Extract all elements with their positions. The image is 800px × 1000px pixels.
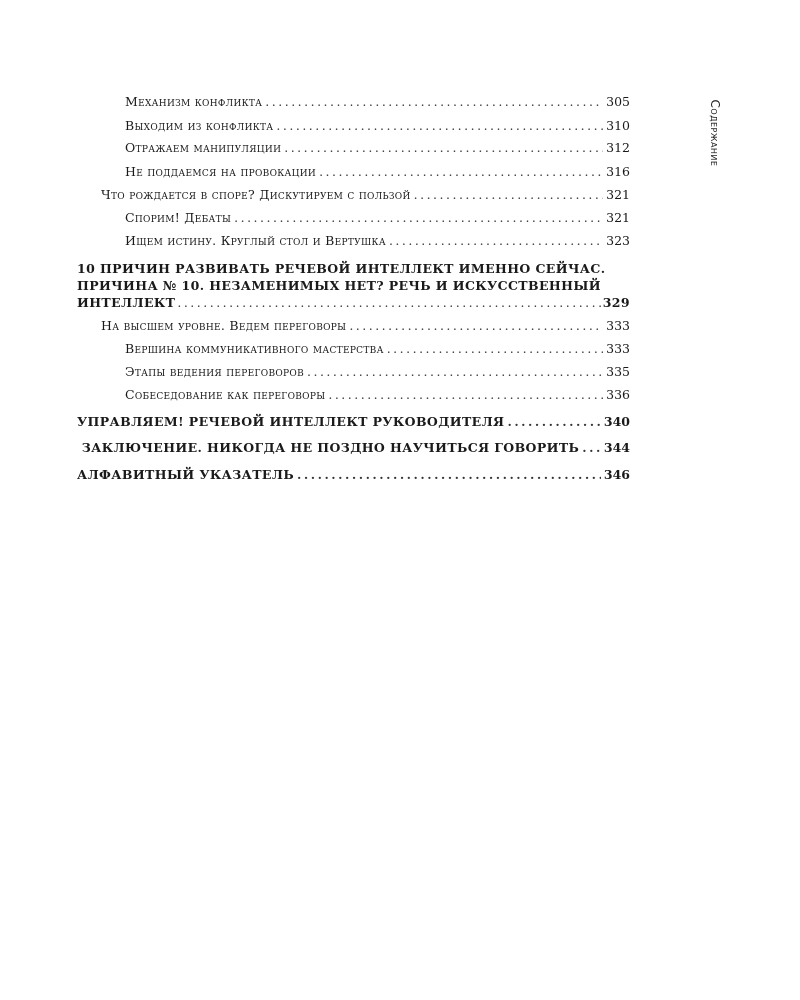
toc-leader-dots (177, 294, 600, 311)
toc-leader-dots (328, 387, 603, 403)
toc-entry-page: 323 (606, 233, 630, 248)
toc-entry-page: 333 (606, 318, 630, 333)
toc-entry-title: ЗАКЛЮЧЕНИЕ. НИКОГДА НЕ ПОЗДНО НАУЧИТЬСЯ ГОВОРИТЬ (77, 440, 580, 455)
toc-entry-page: 305 (606, 94, 630, 109)
running-header-text: Содержание (708, 99, 722, 167)
toc-chapter-title-line: ИНТЕЛЛЕКТ (77, 295, 176, 310)
toc-entry-title: Не поддаемся на провокации (125, 164, 317, 179)
toc-leader-dots (507, 414, 600, 430)
toc-leader-dots (387, 341, 603, 357)
toc-leader-dots (234, 210, 603, 226)
toc-leader-dots (284, 140, 603, 156)
toc-entry-page: 321 (606, 210, 630, 225)
toc-entry[interactable] (125, 364, 630, 380)
toc-leader-dots (389, 233, 603, 249)
toc-entry-page: 344 (603, 440, 630, 455)
toc-entry-title: Этапы ведения переговоров (125, 364, 304, 379)
toc-leader-dots (307, 364, 603, 380)
toc-entry-page: 340 (603, 414, 630, 429)
toc-entry[interactable] (125, 210, 630, 226)
toc-entry-title: На высшем уровне. Ведем переговоры (101, 318, 347, 333)
toc-chapter-title-line: ПРИЧИНА № 10. НЕЗАМЕНИМЫХ НЕТ? РЕЧЬ И ИСКУССТВЕННЫЙ (77, 278, 601, 293)
toc-chapter-entry[interactable] (77, 414, 630, 430)
toc-leader-dots (297, 467, 601, 483)
toc-entry-title: АЛФАВИТНЫЙ УКАЗАТЕЛЬ (77, 467, 295, 482)
toc-entry-title: Выходим из конфликта (125, 118, 274, 133)
toc-entry[interactable] (125, 387, 630, 403)
toc-entry-page: 312 (606, 140, 630, 155)
toc-leader-dots (349, 318, 603, 334)
toc-leader-dots (319, 164, 603, 180)
toc-entry[interactable] (125, 164, 630, 180)
toc-entry-page: 333 (606, 341, 630, 356)
toc-entry-title: Ищем истину. Круглый стол и Вертушка (125, 233, 386, 248)
toc-entry-page: 329 (602, 295, 630, 310)
toc-entry-title: Механизм конфликта (125, 94, 263, 109)
toc-entry-title: Собеседование как переговоры (125, 387, 326, 402)
toc-entry[interactable] (101, 318, 630, 334)
toc-entry-page: 335 (606, 364, 630, 379)
toc-entry[interactable] (125, 341, 630, 357)
toc-entry-page: 321 (606, 187, 630, 202)
toc-chapter-entry[interactable] (77, 440, 630, 456)
toc-leader-dots (414, 187, 604, 203)
toc-chapter-entry[interactable] (77, 260, 630, 311)
running-header (707, 90, 723, 176)
toc-entry-title: Вершина коммуникативного мастерства (125, 341, 384, 356)
toc-entry[interactable] (125, 233, 630, 249)
toc-leader-dots (265, 94, 603, 110)
toc-entry-page: 316 (606, 164, 630, 179)
toc-entry[interactable] (101, 187, 630, 203)
toc-entry[interactable] (125, 140, 630, 156)
toc-entry-title: Спорим! Дебаты (125, 210, 232, 225)
toc-entry-title: Отражаем манипуляции (125, 140, 282, 155)
toc-chapter-title-line: 10 ПРИЧИН РАЗВИВАТЬ РЕЧЕВОЙ ИНТЕЛЛЕКТ ИМЕННО СЕЙЧАС. (77, 261, 606, 276)
toc-leader-dots (276, 118, 603, 134)
toc-entry-title: УПРАВЛЯЕМ! РЕЧЕВОЙ ИНТЕЛЛЕКТ РУКОВОДИТЕЛЯ (77, 414, 505, 429)
toc-entry-title: Что рождается в споре? Дискутируем с пользой (101, 187, 411, 202)
toc-entry[interactable] (125, 94, 630, 110)
toc-chapter-entry[interactable] (77, 467, 630, 483)
toc-leader-dots (582, 440, 601, 456)
toc-entry-page: 336 (606, 387, 630, 402)
toc-entry[interactable] (125, 118, 630, 134)
toc-entry-page: 310 (606, 118, 630, 133)
toc-entry-page: 346 (603, 467, 630, 482)
